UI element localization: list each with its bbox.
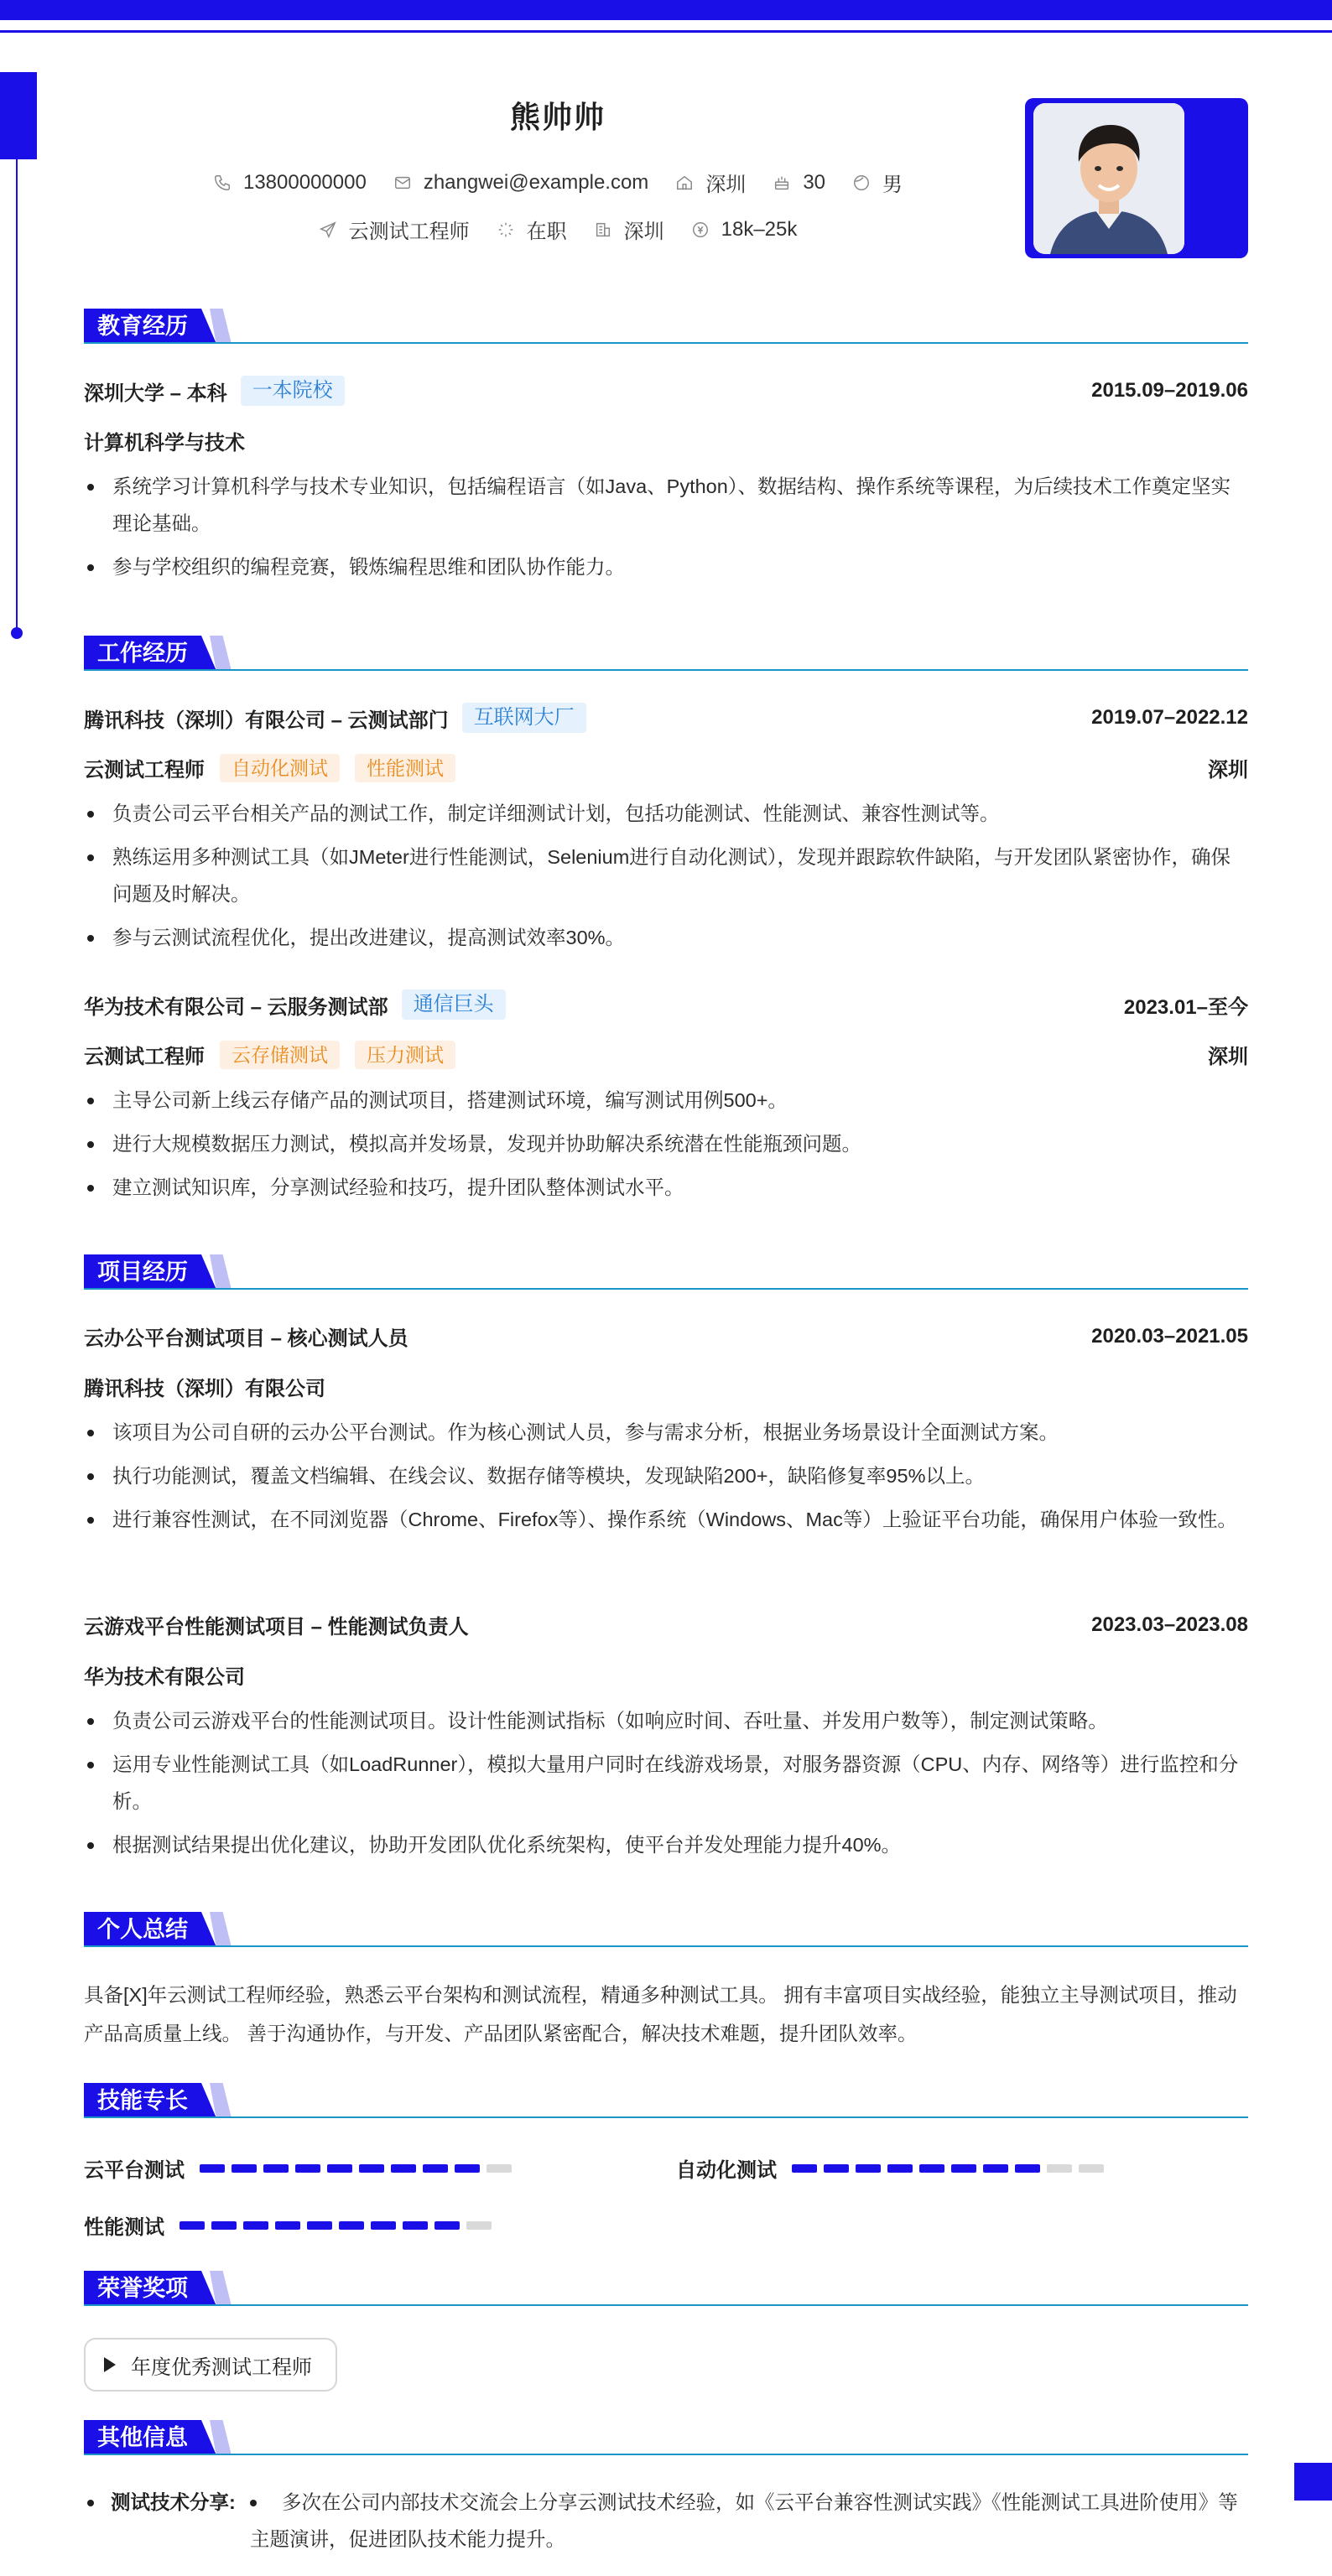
skill-segment-filled [243,2221,268,2230]
major-name: 计算机科学与技术 [84,432,245,454]
role-row [84,753,1248,782]
age-text: 30 [803,170,826,194]
education-section [84,309,1248,578]
section-title: 荣誉奖项 [84,2271,201,2306]
work-location: 深圳 [1208,1046,1248,1068]
skill-segment-filled [200,2164,225,2173]
skill-segment-filled [434,2221,460,2230]
section-divider [84,1945,1248,1947]
skill-segment-filled [232,2164,257,2173]
section-divider [84,342,1248,344]
email-text: zhangwei@example.com [423,170,649,194]
skill-segment-filled [180,2221,205,2230]
projects-section [84,1254,1248,1856]
role-left [84,1040,455,1069]
role-title: 云测试工程师 [84,1046,205,1068]
role-row [84,1040,1248,1069]
education-bullets [84,468,1248,592]
role-title: 云测试工程师 [84,759,205,782]
skill-segment-filled [263,2164,289,2173]
job-title-text: 云测试工程师 [348,221,470,243]
skill-segment-empty [466,2221,492,2230]
list-item: 系统学习计算机科学与技术专业知识，包括编程语言（如Java、Python）、数据结构、操作系统等课程，为后续技术工作奠定坚实理论基础。 [84,468,1248,542]
email-item [393,171,649,195]
project-company-row [84,1660,1248,1690]
skill-segment-filled [295,2164,320,2173]
work-period: 2023.01–至今 [1123,995,1248,1019]
work-entry-row [84,989,1248,1020]
candidate-name: 熊帅帅 [509,100,606,134]
skill-segment-filled [371,2221,396,2230]
other-section [84,2420,1248,2550]
award-label: 年度优秀测试工程师 [131,2355,312,2379]
role-left [84,753,455,782]
summary-section [84,1912,1248,2044]
work-section [84,636,1248,1198]
project-period: 2020.03–2021.05 [1091,1324,1248,1348]
company-name: 华为技术有限公司 – 云服务测试部 [84,995,388,1019]
skill-level-bar [200,2164,518,2173]
skill-segment-filled [391,2164,416,2173]
contact-row [0,168,1116,197]
skill-segment-filled [856,2164,881,2173]
list-item: 执行功能测试，覆盖文档编辑、在线会议、数据存储等模块，发现缺陷200+，缺陷修复率95%以上。 [84,1457,1248,1494]
project-title: 云游戏平台性能测试项目 – 性能测试负责人 [84,1616,469,1639]
list-item: 参与云测试流程优化，提出改进建议，提高测试效率30%。 [84,919,1248,956]
section-title: 项目经历 [84,1254,201,1290]
awards-section [84,2271,1248,2379]
skills-section [84,2083,1248,2239]
skill-item [84,2210,498,2240]
project-bullets [84,1702,1248,1870]
summary-header [84,1912,1248,1949]
list-item: 主导公司新上线云存储产品的测试项目，搭建测试环境，编写测试用例500+。 [84,1082,1248,1119]
role-tag: 压力测试 [355,1041,455,1069]
other-header [84,2420,1248,2457]
work-header [84,636,1248,673]
section-divider [84,2304,1248,2306]
right-accent-block [1294,2463,1332,2501]
company-tag: 通信巨头 [402,989,506,1020]
money-icon [691,221,710,239]
photo-frame [1025,98,1248,258]
skill-segment-filled [983,2164,1008,2173]
project-company: 腾讯科技（深圳）有限公司 [84,1378,325,1400]
section-divider [84,669,1248,671]
school-name: 深圳大学 – 本科 [84,382,227,405]
skill-segment-filled [919,2164,944,2173]
skills-header [84,2083,1248,2120]
skill-segment-filled [339,2221,364,2230]
awards-header [84,2271,1248,2308]
other-text: 多次在公司内部技术交流会上分享云测试技术经验，如《云平台兼容性测试实践》《性能测试工具进阶使用》等主题演讲，促进团队技术能力提升。 [250,2491,1238,2550]
skill-segment-filled [951,2164,976,2173]
mail-icon [393,174,412,192]
skill-level-bar [180,2221,498,2230]
skill-level-bar [792,2164,1111,2173]
list-item: 负责公司云平台相关产品的测试工作，制定详细测试计划，包括功能测试、性能测试、兼容性测试等。 [84,795,1248,832]
list-item: 运用专业性能测试工具（如LoadRunner），模拟大量用户同时在线游戏场景，对服务器资源（CPU、内存、网络等）进行监控和分析。 [84,1746,1248,1820]
role-tag: 云存储测试 [220,1041,340,1069]
home-icon [675,174,694,192]
project-title: 云办公平台测试项目 – 核心测试人员 [84,1327,408,1350]
work-bullets [84,795,1248,963]
work-entry-left [84,989,506,1020]
section-title: 技能专长 [84,2083,201,2118]
target-city-text: 深圳 [623,221,664,243]
section-title: 工作经历 [84,636,201,671]
skill-segment-empty [1047,2164,1072,2173]
summary-text: 具备[X]年云测试工程师经验，熟悉云平台架构和测试流程，精通多种测试工具。 拥有丰富项目实战经验，能独立主导测试项目，推动产品高质量上线。 善于沟通协作，与开发、产品团队紧密配合，解决技术难题，提升团队效率。 [84,1984,1237,2044]
project-company-row [84,1372,1248,1401]
award-item[interactable] [84,2338,337,2392]
education-period: 2015.09–2019.06 [1091,379,1248,402]
list-item: 进行大规模数据压力测试，模拟高并发场景，发现并协助解决系统潜在性能瓶颈问题。 [84,1125,1248,1162]
left-timeline-dot [11,627,23,639]
bullet-dot [87,2500,94,2506]
role-tag: 自动化测试 [220,754,340,782]
cake-icon [773,174,791,192]
skill-name: 自动化测试 [676,2159,777,2182]
age-item [773,171,825,195]
skill-segment-empty [486,2164,512,2173]
company-name: 腾讯科技（深圳）有限公司 – 云测试部门 [84,709,449,732]
project-entry-row [84,1610,1248,1639]
skill-segment-filled [211,2221,237,2230]
major-row [84,426,1248,455]
city-item [675,168,746,197]
skill-segment-filled [403,2221,428,2230]
building-icon [594,221,612,239]
skill-segment-empty [1079,2164,1104,2173]
project-company: 华为技术有限公司 [84,1666,245,1689]
skill-segment-filled [824,2164,849,2173]
project-bullets [84,1414,1248,1545]
skill-segment-filled [455,2164,480,2173]
phone-item [213,171,367,195]
send-icon [319,221,337,239]
education-entry-left [84,376,345,406]
skill-segment-filled [792,2164,817,2173]
list-item: 根据测试结果提出优化建议，协助开发团队优化系统架构，使平台并发处理能力提升40%。 [84,1826,1248,1863]
play-triangle-icon [104,2357,116,2372]
section-title: 其他信息 [84,2420,201,2455]
project-entry-row [84,1322,1248,1351]
skill-segment-filled [327,2164,352,2173]
list-item: 熟练运用多种测试工具（如JMeter进行性能测试，Selenium进行自动化测试），发现并跟踪软件缺陷，与开发团队紧密协作，确保问题及时解决。 [84,839,1248,912]
person-face-icon [852,174,871,192]
section-divider [84,1288,1248,1290]
role-tag: 性能测试 [355,754,455,782]
education-header [84,309,1248,345]
gender-item [852,168,903,197]
work-bullets [84,1082,1248,1213]
top-accent-bar [0,0,1332,20]
school-tag: 一本院校 [241,376,345,406]
section-title: 教育经历 [84,309,201,344]
skill-segment-filled [275,2221,300,2230]
skill-segment-filled [1015,2164,1040,2173]
work-period: 2019.07–2022.12 [1091,706,1248,729]
skill-segment-filled [307,2221,332,2230]
list-item: 进行兼容性测试，在不同浏览器（Chrome、Firefox等）、操作系统（Windows、Mac等）上验证平台功能，确保用户体验一致性。 [84,1501,1248,1538]
top-accent-line [0,30,1332,33]
list-item: 负责公司云游戏平台的性能测试项目。设计性能测试指标（如响应时间、吞吐量、并发用户数等），制定测试策略。 [84,1702,1248,1739]
work-entry-left [84,703,586,733]
target-city-item [594,215,664,244]
phone-icon [213,174,232,192]
work-entry-row [84,703,1248,733]
list-item: 参与学校组织的编程竞赛，锻炼编程思维和团队协作能力。 [84,548,1248,585]
gender-text: 男 [882,174,903,196]
skill-name: 性能测试 [84,2216,164,2239]
city-text: 深圳 [705,174,747,196]
job-info-row [0,215,1116,244]
skill-item [84,2153,518,2183]
phone-text: 13800000000 [242,170,367,194]
skill-segment-filled [887,2164,913,2173]
work-location: 深圳 [1208,759,1248,782]
section-divider [84,2454,1248,2455]
list-item: 建立测试知识库，分享测试经验和技巧，提升团队整体测试水平。 [84,1169,1248,1206]
company-tag: 互联网大厂 [462,703,586,733]
skill-name: 云平台测试 [84,2159,185,2182]
status-spinner-icon [497,221,515,239]
salary-text: 18k–25k [721,217,798,241]
list-item: 该项目为公司自研的云办公平台测试。作为核心测试人员，参与需求分析，根据业务场景设计全面测试方案。 [84,1414,1248,1451]
avatar [1033,103,1184,254]
skill-segment-filled [423,2164,448,2173]
status-text: 在职 [526,221,567,243]
salary-item [691,218,798,242]
projects-header [84,1254,1248,1291]
section-title: 个人总结 [84,1912,201,1947]
education-entry-row [84,376,1248,406]
avatar-portrait-icon [1033,103,1184,254]
other-label: 测试技术分享: [111,2491,236,2513]
job-title-item [319,215,470,244]
skill-item [676,2153,1111,2183]
section-divider [84,2116,1248,2118]
skill-segment-filled [359,2164,384,2173]
project-period: 2023.03–2023.08 [1091,1613,1248,1636]
status-item [497,215,567,244]
